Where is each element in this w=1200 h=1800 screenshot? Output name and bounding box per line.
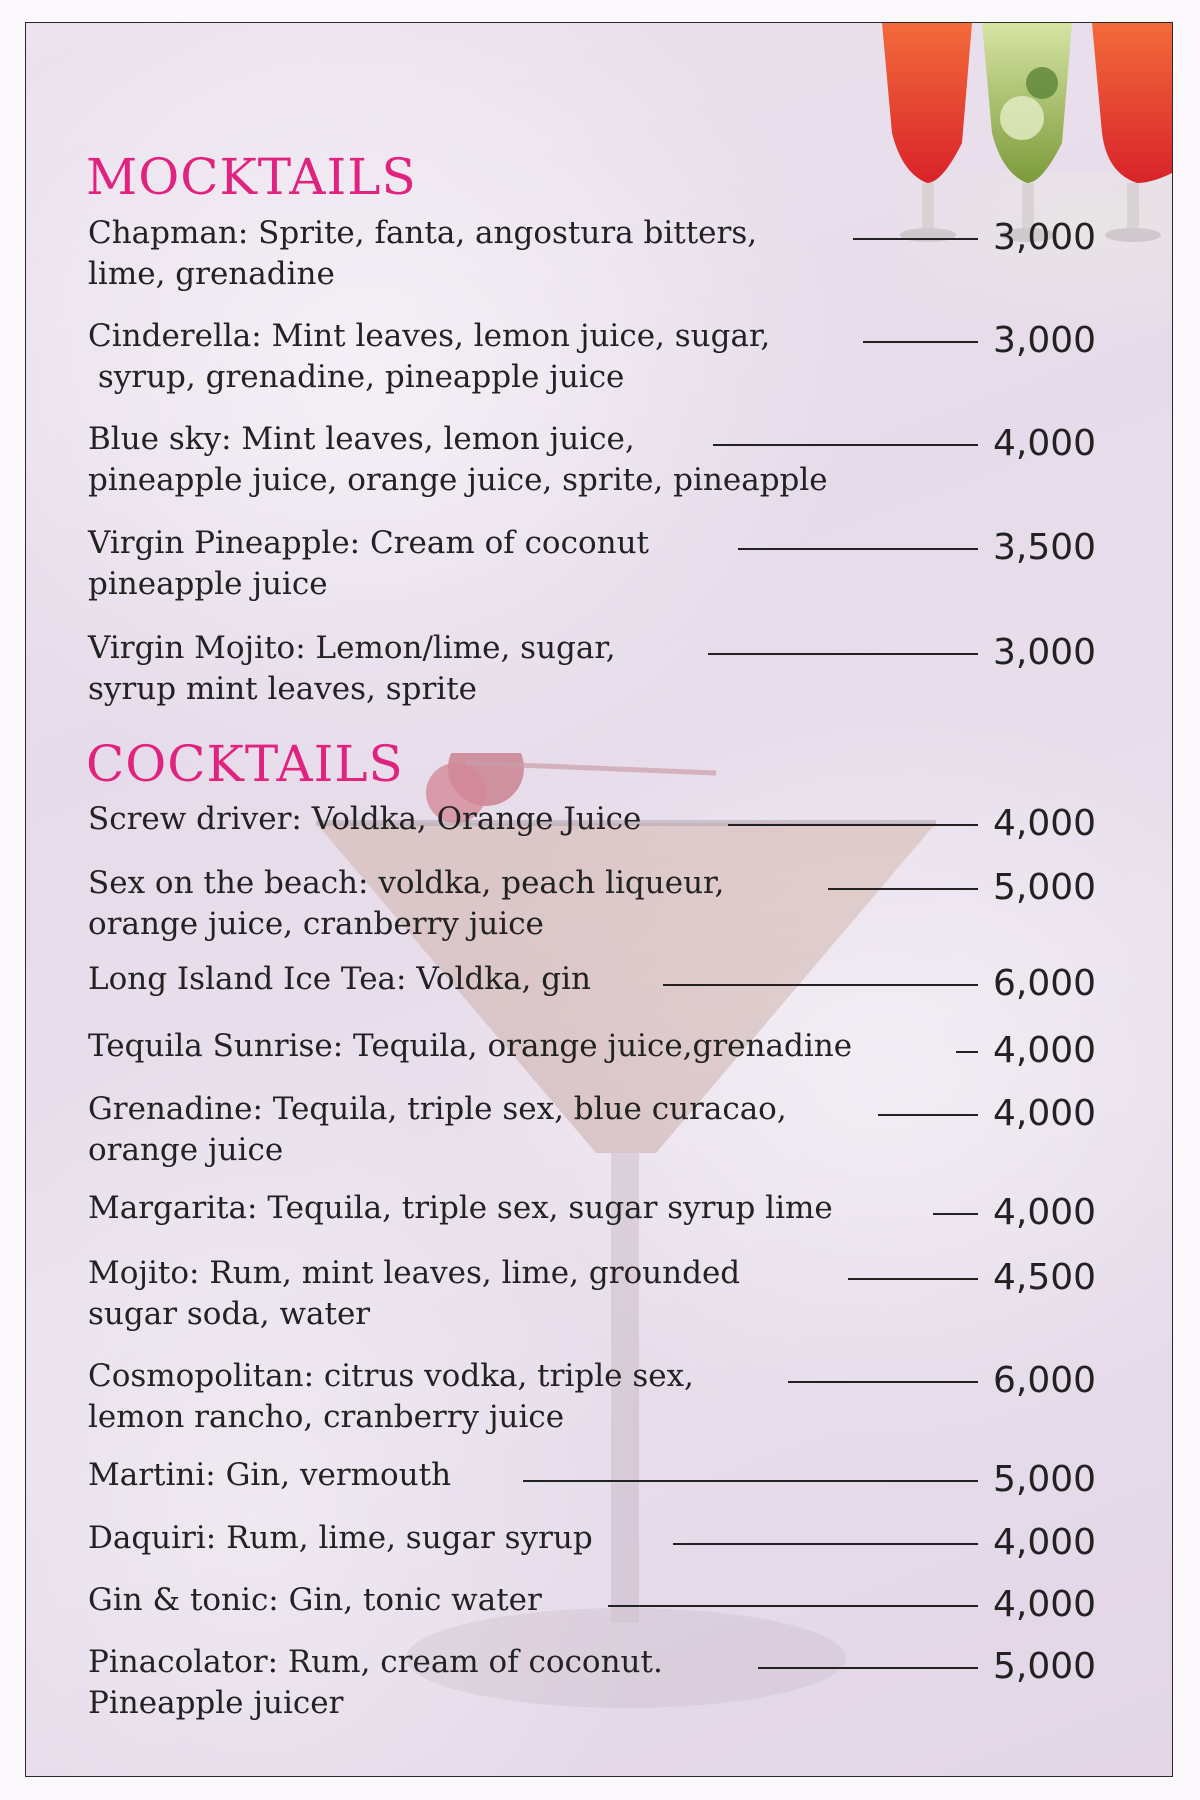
item-line: Daquiri: Rum, lime, sugar syrup [88,1520,593,1556]
item-price: 4,000 [993,1522,1097,1563]
dotted-leader [673,1543,978,1545]
menu-item [88,1518,1148,1563]
item-line: syrup, grenadine, pineapple juice [88,359,625,395]
item-line: pineapple juice [88,566,328,602]
item-line: Gin & tonic: Gin, tonic water [88,1582,542,1618]
cocktails-heading: COCKTAILS [86,735,404,793]
item-line: Martini: Gin, vermouth [88,1457,452,1493]
item-description [88,1026,968,1067]
menu-item [88,419,1148,501]
dotted-leader [608,1605,978,1607]
item-line: Virgin Pineapple: Cream of coconut [88,525,650,561]
item-price: 3,000 [993,320,1097,361]
menu-item [88,316,1148,398]
menu-item [88,959,1148,1004]
item-line: lime, grenadine [88,256,335,292]
dotted-leader [848,1278,978,1280]
item-line: Cosmopolitan: citrus vodka, triple sex, [88,1358,694,1394]
menu-item [88,1253,1148,1335]
menu-item [88,628,1148,710]
item-line: sugar soda, water [88,1296,371,1332]
menu-item [88,213,1148,295]
item-line: Grenadine: Tequila, triple sex, blue curacao, [88,1091,787,1127]
item-price: 6,000 [993,963,1097,1004]
menu-item [88,1089,1148,1171]
menu-item [88,1026,1148,1071]
item-description [88,316,858,398]
menu-card [25,22,1173,1777]
item-line: orange juice [88,1132,284,1168]
item-line: Blue sky: Mint leaves, lemon juice, [88,421,635,457]
item-description [88,523,858,605]
item-description [88,419,948,501]
item-line: lemon rancho, cranberry juice [88,1399,565,1435]
dotted-leader [956,1051,978,1053]
item-price: 3,000 [993,632,1097,673]
item-description [88,1356,858,1438]
item-description [88,1188,968,1229]
item-description [88,1455,858,1496]
item-description [88,1089,858,1171]
item-line: pineapple juice, orange juice, sprite, pineapple [88,462,828,498]
dotted-leader [523,1480,978,1482]
item-price: 6,000 [993,1360,1097,1401]
dotted-leader [728,824,978,826]
item-description [88,1253,858,1335]
item-line: Long Island Ice Tea: Voldka, gin [88,961,591,997]
item-price: 4,500 [993,1257,1097,1298]
item-price: 4,000 [993,1192,1097,1233]
item-price: 4,000 [993,1093,1097,1134]
dotted-leader [713,444,978,446]
dotted-leader [758,1667,978,1669]
item-price: 4,000 [993,423,1097,464]
menu-item [88,1642,1148,1724]
item-description [88,863,858,945]
item-line: Cinderella: Mint leaves, lemon juice, sugar, [88,318,771,354]
dotted-leader [738,548,978,550]
item-price: 4,000 [993,803,1097,844]
item-description [88,1580,858,1621]
dotted-leader [788,1381,978,1383]
item-price: 5,000 [993,867,1097,908]
item-line: Sex on the beach: voldka, peach liqueur, [88,865,725,901]
menu-item [88,1188,1148,1233]
dotted-leader [863,341,978,343]
item-line: orange juice, cranberry juice [88,906,544,942]
item-price: 5,000 [993,1646,1097,1687]
item-price: 3,000 [993,217,1097,258]
item-line: syrup mint leaves, sprite [88,671,477,707]
item-price: 4,000 [993,1584,1097,1625]
item-line: Pineapple juicer [88,1685,344,1721]
menu-item [88,1455,1148,1500]
item-line: Tequila Sunrise: Tequila, orange juice,grenadine [88,1028,853,1064]
item-description [88,213,858,295]
mocktails-heading: MOCKTAILS [86,148,417,206]
dotted-leader [828,888,978,890]
item-price: 5,000 [993,1459,1097,1500]
menu-item [88,799,1148,844]
item-line: Chapman: Sprite, fanta, angostura bitters, [88,215,758,251]
item-line: Mojito: Rum, mint leaves, lime, grounded [88,1255,741,1291]
item-price: 3,500 [993,527,1097,568]
menu-item [88,863,1148,945]
menu-item [88,1356,1148,1438]
item-description [88,1518,858,1559]
item-description [88,799,858,840]
item-line: Pinacolator: Rum, cream of coconut. [88,1644,663,1680]
item-line: Virgin Mojito: Lemon/lime, sugar, [88,630,616,666]
dotted-leader [933,1213,978,1215]
item-line: Screw driver: Voldka, Orange Juice [88,801,642,837]
item-price: 4,000 [993,1030,1097,1071]
menu-item [88,523,1148,605]
item-description [88,628,858,710]
dotted-leader [878,1114,978,1116]
item-line: Margarita: Tequila, triple sex, sugar syrup lime [88,1190,833,1226]
menu-item [88,1580,1148,1625]
dotted-leader [663,984,978,986]
item-description [88,1642,858,1724]
item-description [88,959,858,1000]
dotted-leader [853,238,978,240]
dotted-leader [708,653,978,655]
